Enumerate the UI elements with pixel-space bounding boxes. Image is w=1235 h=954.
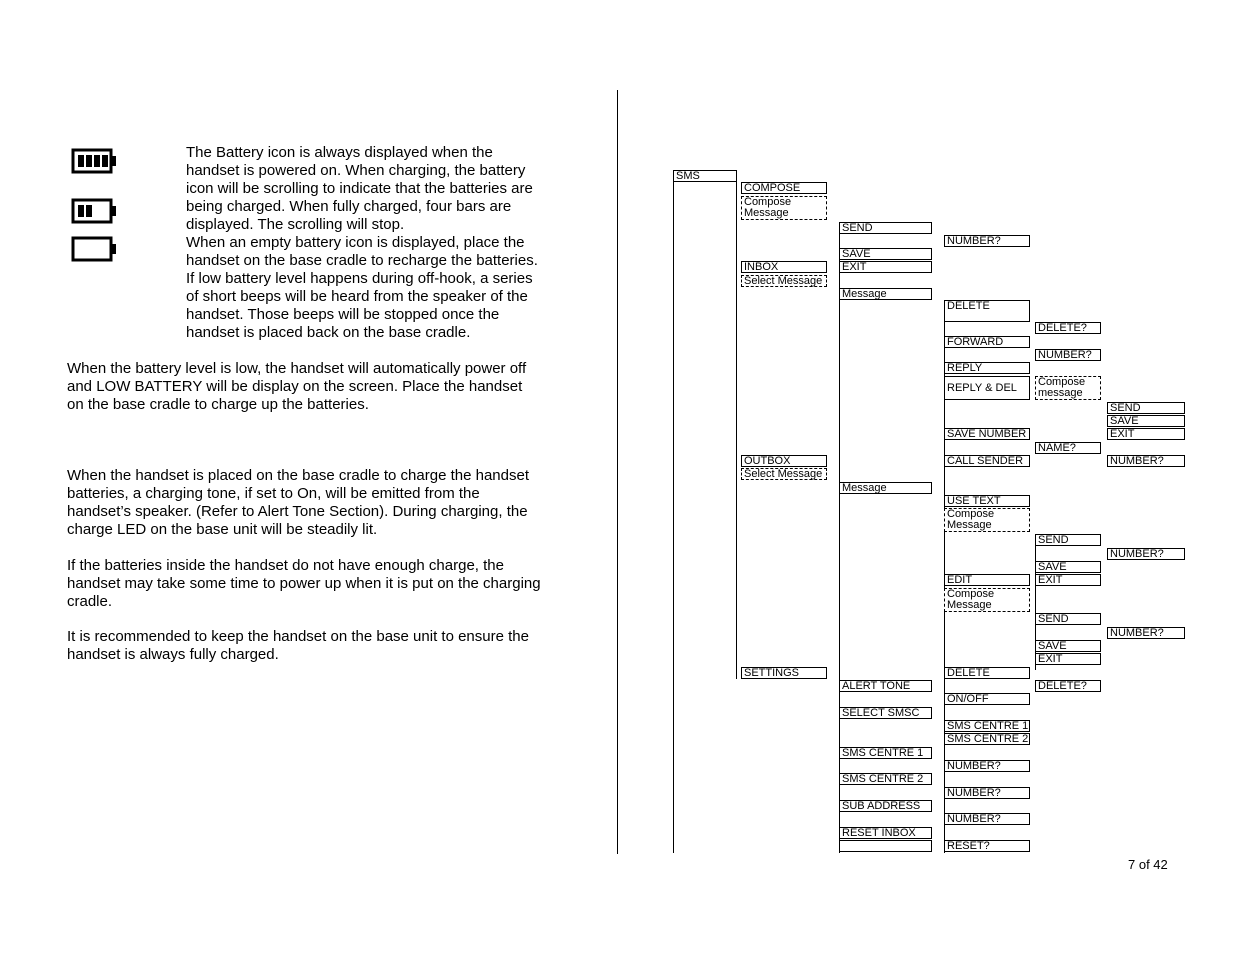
- menu-node-forward: FORWARD: [944, 336, 1030, 348]
- menu-node-settings: SETTINGS: [741, 667, 827, 679]
- menu-node-number: NUMBER?: [944, 235, 1030, 247]
- menu-node-compose-message: Compose Message: [741, 196, 827, 220]
- menu-node-reset: RESET?: [944, 840, 1030, 852]
- menu-node-compose-message: Compose message: [1035, 376, 1101, 400]
- menu-node-exit: EXIT: [839, 261, 932, 273]
- menu-node-reset-inbox: RESET INBOX: [839, 827, 932, 839]
- menu-node-delete: DELETE: [944, 667, 1030, 679]
- menu-node-delete-confirm: DELETE?: [1035, 322, 1101, 334]
- menu-node-number: NUMBER?: [1107, 627, 1185, 639]
- menu-node-send: SEND: [1035, 534, 1101, 546]
- menu-node-reply-del: REPLY & DEL: [944, 376, 1030, 400]
- menu-node-delete-confirm: DELETE?: [1035, 680, 1101, 692]
- menu-node-select-smsc: SELECT SMSC: [839, 707, 932, 719]
- power-up-paragraph: If the batteries inside the handset do not have enough charge, the handset may take some time to power up when it is put on the charging cradle.: [67, 557, 541, 610]
- menu-node-sub-address: SUB ADDRESS: [839, 800, 932, 812]
- menu-node-number: NUMBER?: [944, 760, 1030, 772]
- menu-node-message: Message: [839, 288, 932, 300]
- menu-node-exit: EXIT: [1035, 574, 1101, 586]
- menu-node-save: SAVE: [839, 248, 932, 260]
- battery-full-icon: [71, 148, 117, 179]
- menu-node-delete: DELETE: [944, 300, 1030, 322]
- menu-node-sms-centre-1: SMS CENTRE 1: [944, 720, 1030, 732]
- menu-node-use-text: USE TEXT: [944, 495, 1030, 507]
- menu-node-edit: EDIT: [944, 574, 1030, 586]
- menu-node-reply: REPLY: [944, 362, 1030, 374]
- menu-node-compose-message: Compose Message: [944, 508, 1030, 532]
- recommendation-paragraph: It is recommended to keep the handset on the base unit to ensure the handset is always fully charged.: [67, 628, 529, 663]
- menu-node-message: Message: [839, 482, 932, 494]
- low-battery-paragraph: When the battery level is low, the handset will automatically power off and LOW BATTERY will be display on the screen. Place the handset on the base cradle to charge up the batteries.: [67, 360, 527, 413]
- menu-node-call-sender: CALL SENDER: [944, 455, 1030, 467]
- menu-node-name: NAME?: [1035, 442, 1101, 454]
- battery-empty-icon: [71, 236, 117, 267]
- charging-paragraph: When the handset is placed on the base cradle to charge the handset batteries, a charging tone, if set to On, will be emitted from the handset’s speaker. (Refer to Alert Tone Section). During charging, the charge LED on the base unit will be steadily lit.: [67, 467, 529, 538]
- menu-node-sms-centre-2: SMS CENTRE 2: [944, 733, 1030, 745]
- menu-node-compose-message: Compose Message: [944, 588, 1030, 612]
- menu-node-select-message: Select Message: [741, 468, 827, 480]
- menu-node-alert-tone: ALERT TONE: [839, 680, 932, 692]
- menu-node-inbox: INBOX: [741, 261, 827, 273]
- menu-node-send: SEND: [839, 222, 932, 234]
- menu-node-send: SEND: [1035, 613, 1101, 625]
- page-number: 7 of 42: [1128, 857, 1168, 872]
- menu-node-save: SAVE: [1035, 561, 1101, 573]
- menu-node-sms-centre-1: SMS CENTRE 1: [839, 747, 932, 759]
- menu-node-number: NUMBER?: [944, 787, 1030, 799]
- menu-node-number: NUMBER?: [1107, 548, 1185, 560]
- menu-node-on-off: ON/OFF: [944, 693, 1030, 705]
- menu-node-sms-centre-2: SMS CENTRE 2: [839, 773, 932, 785]
- menu-node-reset-placeholder: [839, 840, 932, 852]
- tree-line: [736, 170, 737, 679]
- menu-node-number: NUMBER?: [1035, 349, 1101, 361]
- battery-partial-icon: [71, 198, 117, 229]
- menu-node-save-number: SAVE NUMBER: [944, 428, 1030, 440]
- menu-node-outbox: OUTBOX: [741, 455, 827, 467]
- menu-node-number: NUMBER?: [1107, 455, 1185, 467]
- menu-node-sms: SMS: [673, 170, 737, 182]
- menu-node-save: SAVE: [1035, 640, 1101, 652]
- menu-node-number: NUMBER?: [944, 813, 1030, 825]
- battery-description: The Battery icon is always displayed when the handset is powered on. When charging, the battery icon will be scrolling to indicate that the batteries are being charged. When fully charged, four bars are displayed. The scrolling will stop. When an empty battery icon is displayed, place the handset on the base cradle to recharge the batteries. If low battery level happens during off-hook, a series of short beeps will be heard from the speaker of the handset. Those beeps will be stopped once the handset is placed back on the base cradle.: [186, 144, 538, 341]
- menu-node-exit: EXIT: [1035, 653, 1101, 665]
- column-divider: [617, 90, 618, 854]
- menu-node-save: SAVE: [1107, 415, 1185, 427]
- menu-node-compose: COMPOSE: [741, 182, 827, 194]
- menu-node-exit: EXIT: [1107, 428, 1185, 440]
- tree-line: [673, 170, 674, 853]
- menu-node-select-message: Select Message: [741, 275, 827, 287]
- menu-node-send: SEND: [1107, 402, 1185, 414]
